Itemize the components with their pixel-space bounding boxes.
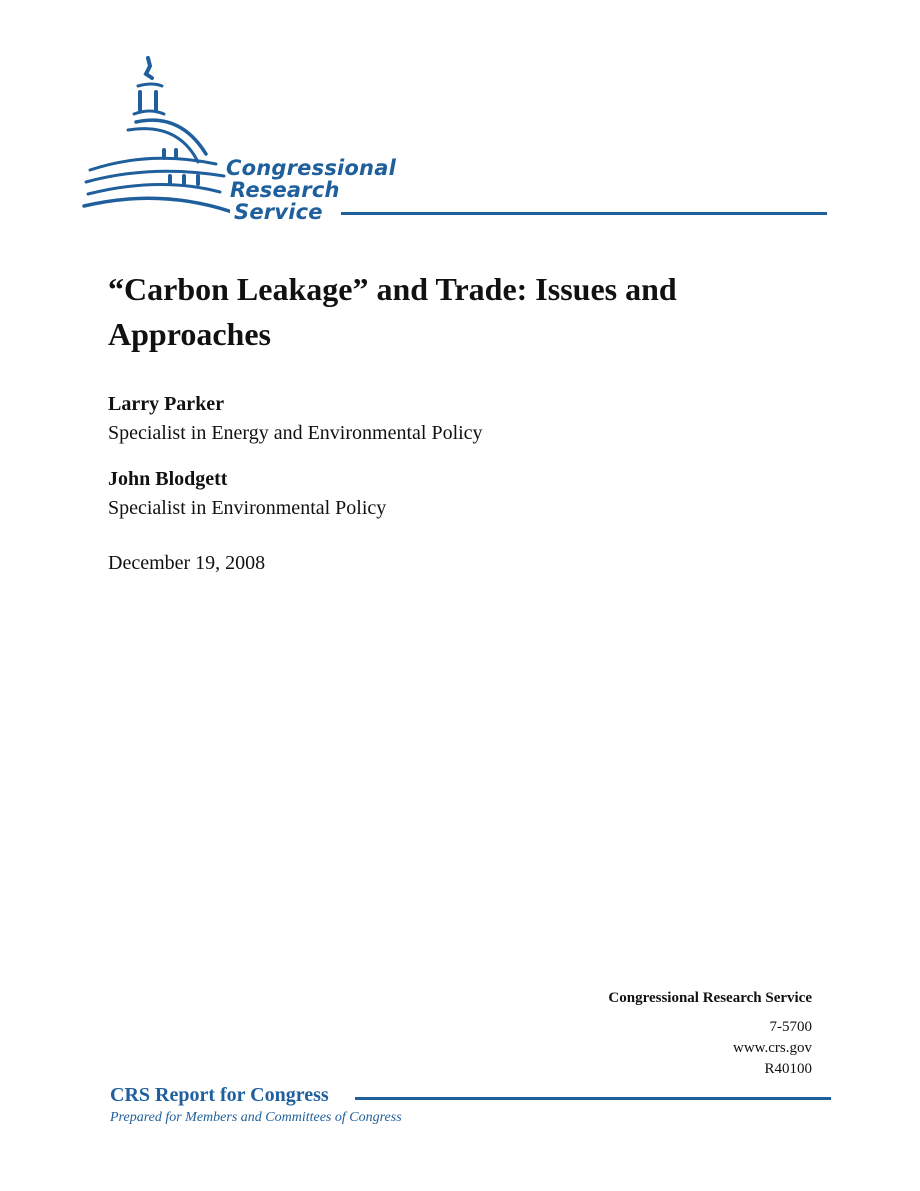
report-date: December 19, 2008 bbox=[108, 552, 266, 574]
author-name: Larry Parker bbox=[108, 393, 225, 415]
footer-title: CRS Report for Congress bbox=[110, 1084, 329, 1106]
report-title: “Carbon Leakage” and Trade: Issues and Approaches bbox=[108, 271, 677, 352]
crs-info-block bbox=[608, 990, 812, 1080]
logo-rule bbox=[341, 212, 827, 215]
logo-text-service: Service bbox=[234, 200, 323, 224]
crs-phone: 7-5700 bbox=[769, 1019, 812, 1035]
logo-text-congressional: Congressional bbox=[226, 156, 396, 180]
footer-rule bbox=[355, 1097, 831, 1100]
crs-website: www.crs.gov bbox=[732, 1040, 812, 1056]
logo-text-research: Research bbox=[230, 178, 340, 202]
author-role: Specialist in Energy and Environmental Policy bbox=[108, 422, 483, 444]
crs-logo bbox=[80, 52, 840, 227]
crs-org-name: Congressional Research Service bbox=[608, 990, 812, 1006]
author-name: John Blodgett bbox=[108, 468, 228, 490]
author-role: Specialist in Environmental Policy bbox=[108, 497, 387, 519]
footer-subtitle: Prepared for Members and Committees of Congress bbox=[110, 1110, 402, 1125]
report-number: R40100 bbox=[764, 1061, 812, 1077]
capitol-dome-icon bbox=[80, 52, 230, 222]
